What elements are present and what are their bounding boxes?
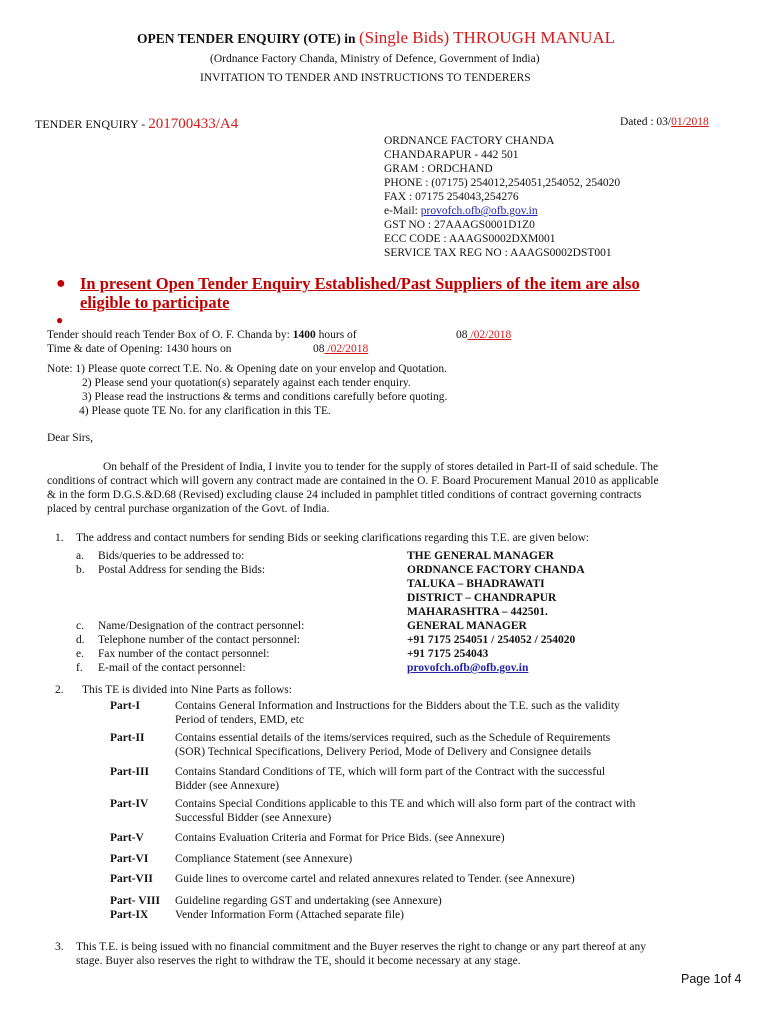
note-line: 2) Please send your quotation(s) separately against each tender enquiry. <box>82 377 411 389</box>
contact-value: THE GENERAL MANAGER <box>407 550 554 562</box>
part-text: Period of tenders, EMD, etc <box>175 714 305 726</box>
note-line: 3) Please read the instructions & terms and conditions carefully before quoting. <box>82 391 448 403</box>
part-text: Successful Bidder (see Annexure) <box>175 812 332 824</box>
address-line: GST NO : 27AAAGS0001D1Z0 <box>384 219 535 231</box>
note-line: 4) Please quote TE No. for any clarification in this TE. <box>79 405 331 417</box>
opening-date-value: /02/2018 <box>324 343 369 355</box>
email-label: e-Mail: <box>384 205 421 217</box>
contact-email-link[interactable]: provofch.ofb@ofb.gov.in <box>407 662 529 674</box>
contact-letter: e. <box>76 648 84 660</box>
dated-label: Dated : 03/ <box>620 116 672 128</box>
part-text: Contains Special Conditions applicable to this TE and which will also form part of the contract with <box>175 798 636 810</box>
contact-value: GENERAL MANAGER <box>407 620 527 632</box>
contact-value: DISTRICT – CHANDRAPUR <box>407 592 557 604</box>
reach-suffix: hours of <box>315 329 357 341</box>
section-1-intro: The address and contact numbers for sending Bids or seeking clarifications regarding this T.E. are given below: <box>76 532 590 544</box>
address-line: FAX : 07175 254043,254276 <box>384 191 519 203</box>
opening-label: Time & date of Opening: 1430 hours on <box>47 343 232 355</box>
address-line: CHANDARAPUR - 442 501 <box>384 149 519 161</box>
notice-line-2: eligible to participate <box>80 293 230 312</box>
contact-letter: b. <box>76 564 85 576</box>
part-text: Contains essential details of the items/services required, such as the Schedule of Requirements <box>175 732 611 744</box>
body-paragraph-line: placed by central purchase organization of the Govt. of India. <box>47 503 330 515</box>
part-text: Guide lines to overcome cartel and related annexures related to Tender. (see Annexure) <box>175 873 575 885</box>
section-3-line: This T.E. is being issued with no financial commitment and the Buyer reserves the right to change or any part thereof at any <box>76 941 646 953</box>
address-line: ECC CODE : AAAGS0002DXM001 <box>384 233 556 245</box>
part-text: Contains Evaluation Criteria and Format for Price Bids. (see Annexure) <box>175 832 505 844</box>
part-label: Part-VII <box>110 873 153 885</box>
title-highlight: (Single Bids) THROUGH MANUAL <box>358 28 616 47</box>
salutation: Dear Sirs, <box>47 432 93 444</box>
part-label: Part-II <box>110 732 145 744</box>
contact-label: Postal Address for sending the Bids: <box>98 564 266 576</box>
body-paragraph-line: & in the form D.G.S.&D.68 (Revised) excluding clause 24 included in pamphlet titled conditions of contract governing contracts <box>47 489 642 501</box>
contact-value: TALUKA – BHADRAWATI <box>407 578 545 590</box>
contact-label: Bids/queries to be addressed to: <box>98 550 245 562</box>
dated-value: 01/2018 <box>671 116 709 128</box>
contact-letter: f. <box>76 662 83 674</box>
contact-label: E-mail of the contact personnel: <box>98 662 246 674</box>
tender-enquiry-number: 201700433/A4 <box>148 116 239 132</box>
part-text: Guideline regarding GST and undertaking (see Annexure) <box>175 895 442 907</box>
subtitle: (Ordnance Factory Chanda, Ministry of Defence, Government of India) <box>210 53 540 65</box>
contact-letter: a. <box>76 550 84 562</box>
part-label: Part-IX <box>110 909 149 921</box>
address-line: SERVICE TAX REG NO : AAAGS0002DST001 <box>384 247 612 259</box>
address-line: ORDNANCE FACTORY CHANDA <box>384 135 555 147</box>
bullet-icon: ● <box>56 275 66 292</box>
contact-value: MAHARASHTRA – 442501. <box>407 606 548 618</box>
contact-letter: d. <box>76 634 85 646</box>
bullet-icon: ● <box>56 313 64 327</box>
contact-label: Telephone number of the contact personnel: <box>98 634 300 646</box>
section-3-number: 3. <box>55 941 64 953</box>
body-paragraph-line: On behalf of the President of India, I invite you to tender for the supply of stores detailed in Part-II of said schedule. The <box>103 461 659 473</box>
title-main: OPEN TENDER ENQUIRY (OTE) in <box>137 31 356 46</box>
section-3-line: stage. Buyer also reserves the right to withdraw the TE, should it become necessary at any stage. <box>76 955 521 967</box>
section-1-number: 1. <box>55 532 64 544</box>
page-number: Page 1of 4 <box>681 972 742 986</box>
email-link[interactable]: provofch.ofb@ofb.gov.in <box>420 205 538 217</box>
address-line: PHONE : (07175) 254012,254051,254052, 254020 <box>384 177 621 189</box>
notice-line-1: In present Open Tender Enquiry Established/Past Suppliers of the item are also <box>80 274 640 293</box>
part-label: Part-VI <box>110 853 149 865</box>
invitation-heading: INVITATION TO TENDER AND INSTRUCTIONS TO TENDERERS <box>200 72 531 84</box>
part-label: Part-III <box>110 766 149 778</box>
note-line: Note: 1) Please quote correct T.E. No. & Opening date on your envelop and Quotation. <box>47 363 448 375</box>
reach-date-value: /02/2018 <box>467 329 512 341</box>
reach-label: Tender should reach Tender Box of O. F. Chanda by: <box>47 329 293 341</box>
contact-label: Name/Designation of the contract personnel: <box>98 620 305 632</box>
contact-letter: c. <box>76 620 84 632</box>
contact-value: ORDNANCE FACTORY CHANDA <box>407 564 585 576</box>
part-text: (SOR) Technical Specifications, Delivery Period, Mode of Delivery and Consignee details <box>175 746 592 758</box>
section-2-intro: This TE is divided into Nine Parts as follows: <box>82 684 292 696</box>
part-label: Part-V <box>110 832 144 844</box>
part-text: Bidder (see Annexure) <box>175 780 280 792</box>
contact-value: +91 7175 254051 / 254052 / 254020 <box>407 634 576 646</box>
opening-day: 08 <box>313 343 325 355</box>
reach-hours: 1400 <box>292 329 316 341</box>
address-line: GRAM : ORDCHAND <box>384 163 493 175</box>
reach-day: 08 <box>456 329 468 341</box>
contact-value: +91 7175 254043 <box>407 648 489 660</box>
contact-label: Fax number of the contact personnel: <box>98 648 270 660</box>
tender-enquiry-label: TENDER ENQUIRY - <box>35 117 149 131</box>
part-text: Compliance Statement (see Annexure) <box>175 853 353 865</box>
part-label: Part-I <box>110 700 141 712</box>
body-paragraph-line: conditions of contract which will govern any contract made are contained in the O. F. Board Procurement Manual 2010 as applicable <box>47 475 659 487</box>
section-2-number: 2. <box>55 684 64 696</box>
part-text: Vender Information Form (Attached separate file) <box>175 909 404 921</box>
part-text: Contains Standard Conditions of TE, which will form part of the Contract with the successful <box>175 766 606 778</box>
part-text: Contains General Information and Instructions for the Bidders about the T.E. such as the validity <box>175 700 620 712</box>
part-label: Part- VIII <box>110 895 160 907</box>
part-label: Part-IV <box>110 798 149 810</box>
